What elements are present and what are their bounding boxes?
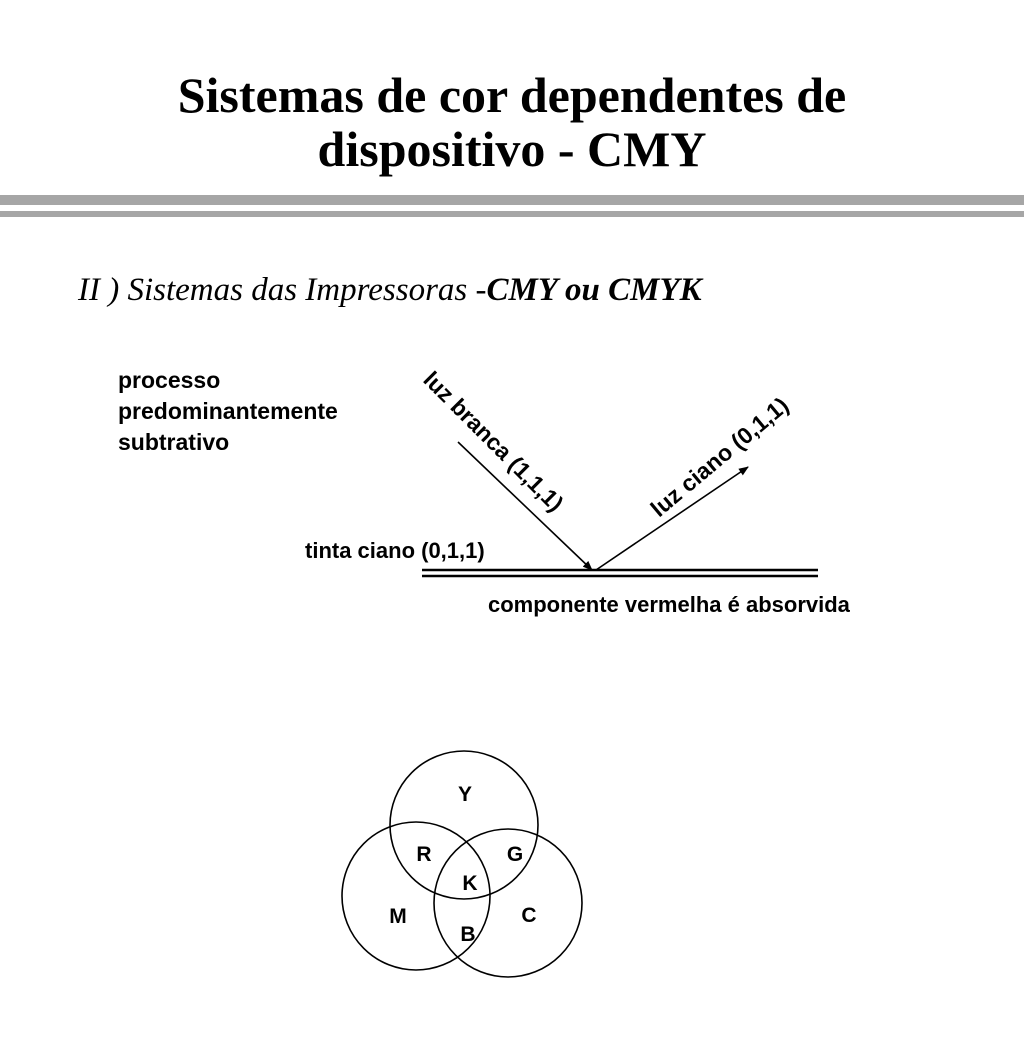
venn-label-r: R [416,843,432,866]
surface-label: tinta ciano (0,1,1) [305,538,485,563]
process-note-line-1: processo [118,367,221,393]
venn-label-g: G [506,843,524,866]
process-note-line-2: predominantemente [118,398,338,424]
incident-light-label: luz branca (1,1,1) [418,366,569,517]
venn-label-c: C [521,904,537,927]
title-line-1: Sistemas de cor dependentes de [177,67,847,123]
title-line-2: dispositivo - CMY [317,121,707,177]
reflected-light-label: luz ciano (0,1,1) [645,391,794,522]
venn-label-b: B [460,923,476,946]
venn-label-k: K [462,872,478,895]
venn-label-m: M [389,905,407,928]
subtitle-prefix: II ) Sistemas das Impressoras - [78,272,487,308]
venn-label-y: Y [457,783,473,806]
process-note-line-3: subtrativo [118,429,230,455]
absorbed-label: componente vermelha é absorvida [488,592,850,617]
subtitle-emphasis: CMY ou CMYK [486,272,702,308]
